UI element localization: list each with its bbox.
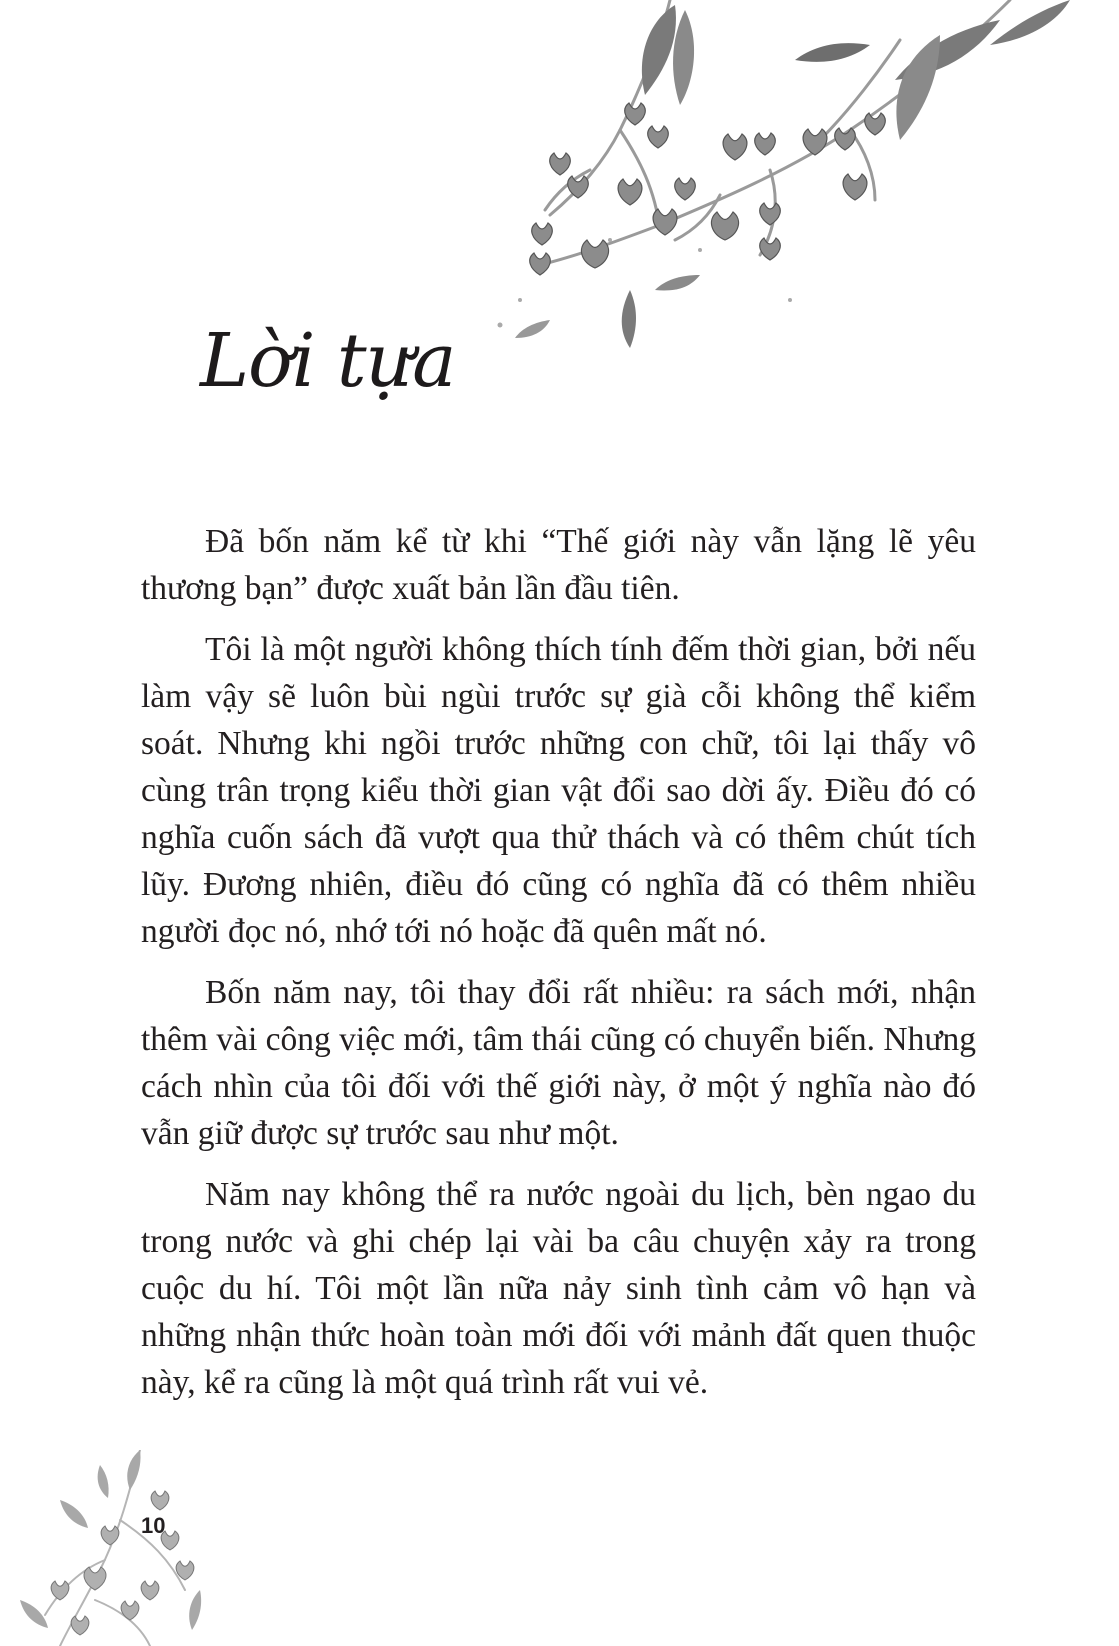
leaf-icon [642, 5, 676, 95]
paragraph: Năm nay không thể ra nước ngoài du lịch, bèn ngao du trong nước và ghi chép lại vài ba câu chuyện xảy ra trong cuộc du hí. Tôi một lần nữa nảy sinh tình cảm vô hạn và những nhận thức hoàn toàn mới đối với mảnh đất quen thuộc này, kể ra cũng là một quá trình rất vui vẻ. [141, 1176, 976, 1401]
page-title: Lời tựa [200, 318, 456, 404]
body-text [141, 518, 976, 1420]
paragraph: Tôi là một người không thích tính đếm thời gian, bởi nếu làm vậy sẽ luôn bùi ngùi trước sự già cỗi không thể kiểm soát. Nhưng khi ngồi trước những con chữ, tôi lại thấy vô cùng trân trọng kiểu thời gian vật đổi sao dời ấy. Điều đó có nghĩa cuốn sách đã vượt qua thử thách và có thêm chút tích lũy. Đương nhiên, điều đó cũng có nghĩa đã có thêm nhiều người đọc nó, nhớ tới nó hoặc đã quên mất nó. [141, 631, 976, 950]
page-number: 10 [141, 1513, 166, 1538]
paragraph: Đã bốn năm kể từ khi “Thế giới này vẫn lặng lẽ yêu thương bạn” được xuất bản lần đầu tiên. [141, 523, 976, 607]
flower-branch-top-illustration [470, 0, 1119, 380]
paragraph: Bốn năm nay, tôi thay đổi rất nhiều: ra sách mới, nhận thêm vài công việc mới, tâm thái cũng có chuyển biến. Nhưng cách nhìn của tôi đối với thế giới này, ở một ý nghĩa nào đó vẫn giữ được sự trước sau như một. [141, 974, 976, 1152]
flower-branch-bottom-illustration [0, 1450, 230, 1646]
